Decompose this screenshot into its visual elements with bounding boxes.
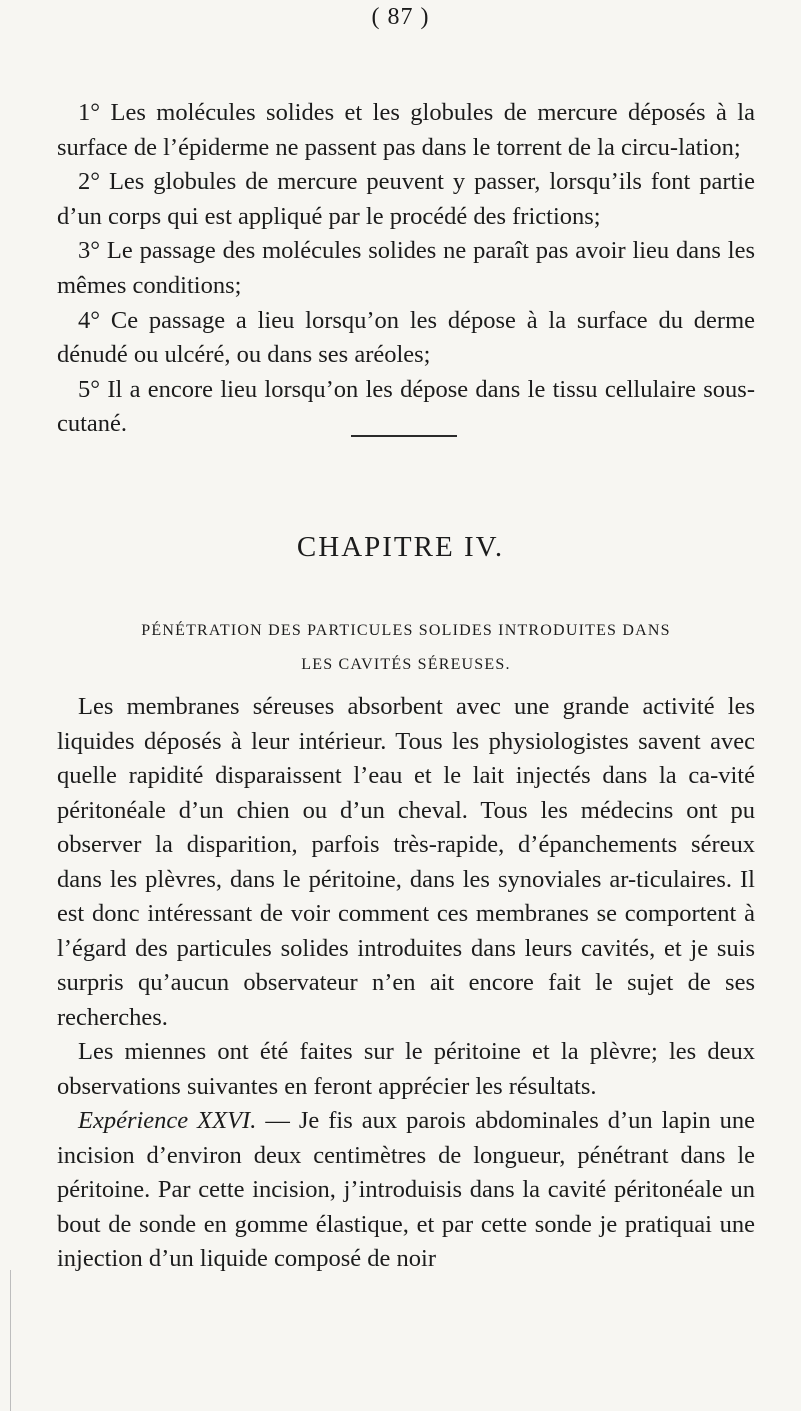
- conclusion-item-5: 5° Il a encore lieu lorsqu’on les dépose dans le tissu cellulaire sous-cutané.: [57, 375, 755, 438]
- conclusion-item-4: 4° Ce passage a lieu lorsqu’on les dépose à la surface du derme dénudé ou ulcéré, ou dans ses aréoles;: [57, 306, 755, 369]
- conclusion-item-2: 2° Les globules de mercure peuvent y passer, lorsqu’ils font partie d’un corps qui est appliqué par le procédé des frictions;: [57, 168, 755, 230]
- numbered-conclusions: [57, 96, 755, 442]
- paragraph-2: Les miennes ont été faites sur le péritoine et la plèvre; les deux observations suivantes en feront apprécier les résultats.: [57, 1038, 755, 1100]
- experiment-text: — Je fis aux parois abdominales d’un lapin une incision d’environ deux centimètres de longueur, pénétrant dans le péritoine. Par cette incision, j’introduisis dans la cavité péritonéale un bout de sonde en gomme élastique, et par cette sonde je pratiquai une injection d’un liquide composé de noir: [57, 1107, 756, 1272]
- chapter-subtitle: [57, 614, 755, 682]
- paragraph-3: [57, 1104, 755, 1277]
- scan-edge-line: [10, 1270, 11, 1411]
- conclusion-item-1: 1° Les molécules solides et les globules de mercure déposés à la surface de l’épiderme ne passent pas dans le torrent de la circu-lation;: [57, 99, 755, 161]
- chapter-subtitle-line-1: PÉNÉTRATION DES PARTICULES SOLIDES INTRODUITES DANS: [141, 622, 671, 639]
- paragraph-1: Les membranes séreuses absorbent avec une grande activité les liquides déposés à leur intérieur. Tous les physiologistes savent avec quelle rapidité disparaissent l’eau et le lait injectés dans la ca-vité péritonéale d’un chien ou d’un cheval. Tous les médecins ont pu observer la disparition, parfois très-rapide, d’épanchements séreux dans les plèvres, dans le péritoine, dans les synoviales ar-ticulaires. Il est donc intéressant de voir comment ces membranes se comportent à l’égard des particules solides introduites dans leurs cavités, et je suis surpris qu’aucun observateur n’en ait encore fait le sujet de ses recherches.: [57, 693, 755, 1031]
- page-number: ( 87 ): [371, 4, 430, 30]
- chapter-subtitle-line-2: LES CAVITÉS SÉREUSES.: [301, 656, 511, 673]
- conclusion-item-3: 3° Le passage des molécules solides ne paraît pas avoir lieu dans les mêmes conditions;: [57, 237, 755, 299]
- chapter-title: CHAPITRE IV.: [296, 531, 505, 563]
- experiment-label: Expérience XXVI.: [78, 1107, 257, 1134]
- chapter-body: [57, 690, 755, 1277]
- section-divider: [351, 435, 457, 437]
